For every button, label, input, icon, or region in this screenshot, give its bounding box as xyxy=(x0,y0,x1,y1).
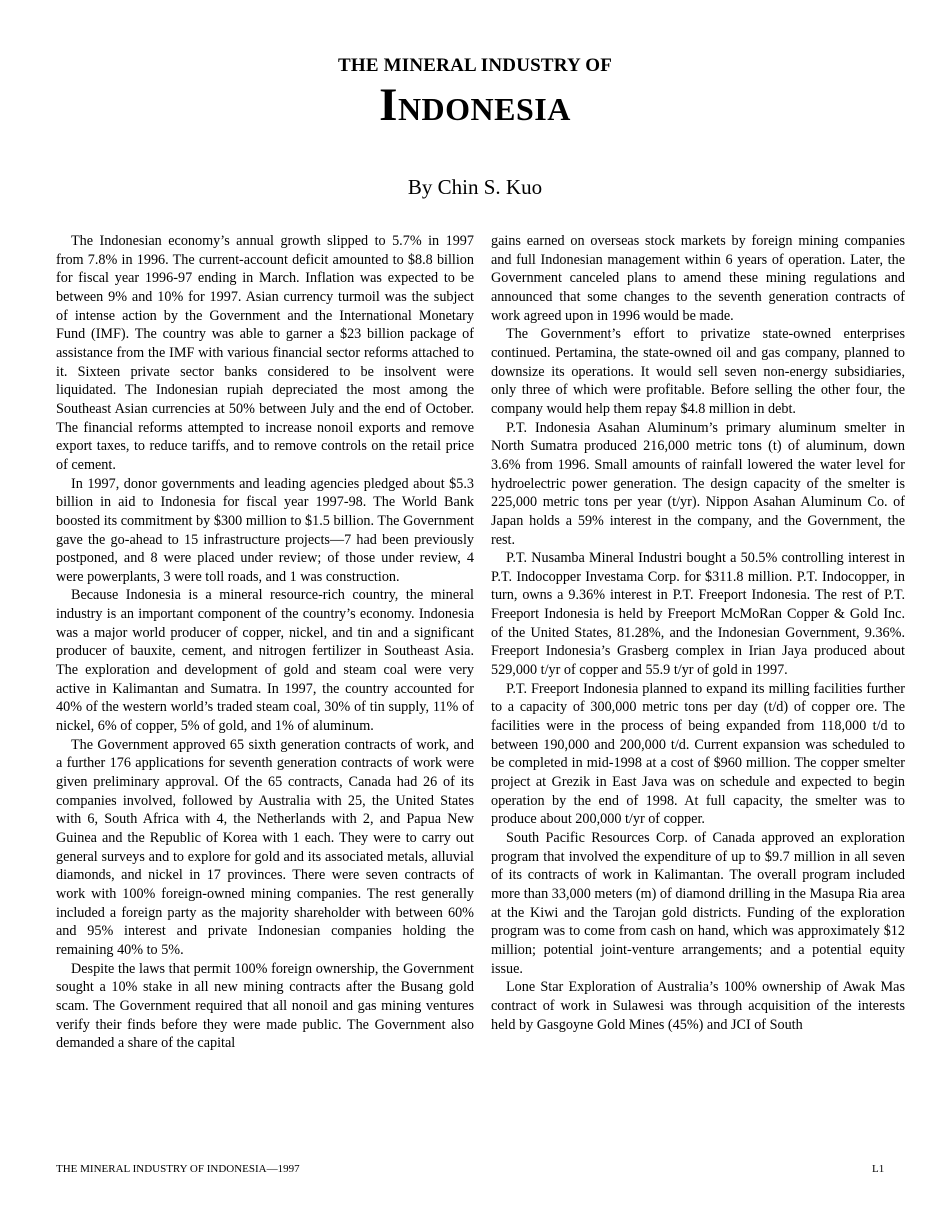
header-title-rest: NDONESIA xyxy=(397,91,571,127)
paragraph: South Pacific Resources Corp. of Canada approved an exploration program that involved the expenditure of up to $9.7 million in all seven of its contracts of work in Kalimantan. The overall program included more than 33,000 meters (m) of diamond drilling in the Masupa Ria area at the Kiwi and the Tarojan gold districts. Funding of the exploration program was to come from cash on hand, which was approximately $12 million; potential joint-venture arrangements; and a potential equity issue. xyxy=(491,830,905,977)
header-title-initial: I xyxy=(379,79,398,131)
paragraph: Despite the laws that permit 100% foreign ownership, the Government sought a 10% stake in all new mining contracts after the Busang gold scam. The Government required that all nonoil and gas mining ventures verify their finds before they were made public. The Government also demanded a share of the capital xyxy=(56,960,474,1052)
paragraph: In 1997, donor governments and leading agencies pledged about $5.3 billion in aid to Indonesia for fiscal year 1997-98. The World Bank boosted its commitment by $300 million to $1.5 billion. The Government gave the go-ahead to 15 infrastructure projects—7 had been previously postponed, and 8 were placed under review; of those under review, 4 were powerplants, 3 were toll roads, and 1 was construction. xyxy=(56,475,474,585)
paragraph: Lone Star Exploration of Australia’s 100% ownership of Awak Mas contract of work in Sulawesi was through acquisition of the interests held by Gasgoyne Gold Mines (45%) and JCI of South xyxy=(491,979,905,1033)
right-column xyxy=(491,232,905,1034)
left-column xyxy=(56,232,474,1053)
paragraph: The Government approved 65 sixth generation contracts of work, and a further 176 applications for seventh generation contracts of work were given preliminary approval. Of the 65 contracts, Canada had 26 of its companies involved, followed by Australia with 25, the United States with 6, South Africa with 4, the Netherlands with 2, and Papua New Guinea and the Republic of Korea with 1 each. They were to carry out general surveys and to explore for gold and its associated metals, alluvial diamonds, and nickel in 17 provinces. There were seven contracts of work with 100% foreign-owned mining companies. The rest generally included a foreign party as the majority shareholder with between 60% and 95% interest and private Indonesian companies holding the remaining 40% to 5%. xyxy=(56,736,474,958)
header-title-country xyxy=(0,78,950,132)
paragraph: Because Indonesia is a mineral resource-rich country, the mineral industry is an important component of the country’s economy. Indonesia was a major world producer of copper, nickel, and tin and a significant producer of bauxite, cement, and nitrogen fertilizer in Southeast Asia. The exploration and development of gold and steam coal were very active in Kalimantan and Sumatra. In 1997, the country accounted for 40% of the western world’s traded steam coal, 30% of tin supply, 11% of nickel, 6% of copper, 5% of gold, and 1% of aluminum. xyxy=(56,587,474,735)
author-byline: By Chin S. Kuo xyxy=(407,175,543,199)
running-footer-title: THE MINERAL INDUSTRY OF INDONESIA—1997 xyxy=(56,1163,300,1175)
header-title-line1: THE MINERAL INDUSTRY OF xyxy=(337,55,612,76)
paragraph: P.T. Indonesia Asahan Aluminum’s primary aluminum smelter in North Sumatra produced 216,000 metric tons (t) of aluminum, down 3.6% from 1996. Small amounts of rainfall lowered the water level for hydroelectric power generation. The design capacity of the smelter is 225,000 metric tons per year (t/yr). Nippon Asahan Aluminum Co. of Japan holds a 59% interest in the company, and the Government, the rest. xyxy=(491,419,905,548)
paragraph: The Indonesian economy’s annual growth slipped to 5.7% in 1997 from 7.8% in 1996. The current-account deficit amounted to $8.8 billion for fiscal year 1996-97 ending in March. Inflation was expected to be between 9% and 10% for 1997. Asian currency turmoil was the subject of intense action by the Government and the International Monetary Fund (IMF). The country was able to garner a $23 billion package of assistance from the IMF with various financial sector reforms attached to it. Sixteen private sector banks considered to be insolvent were liquidated. The Indonesian rupiah depreciated the most among the Southeast Asian currencies at 50% between July and the end of October. The financial reforms attempted to increase nonoil exports and remove export taxes, to reduce tariffs, and to remove controls on the retail price of cement. xyxy=(56,233,474,473)
paragraph: P.T. Freeport Indonesia planned to expand its milling facilities further to a capacity of 300,000 metric tons per day (t/d) of copper ore. The facilities were in the process of being expanded from 118,000 t/d to between 190,000 and 200,000 t/d. Current expansion was scheduled to be completed in mid-1998 at a cost of $960 million. The copper smelter project at Grezik in East Java was on schedule and expected to begin operation by the end of 1998. At full capacity, the smelter was to produce about 200,000 t/yr of copper. xyxy=(491,680,905,828)
paragraph: P.T. Nusamba Mineral Industri bought a 50.5% controlling interest in P.T. Indocopper Investama Corp. for $311.8 million. P.T. Indocopper, in turn, owns a 9.36% interest in P.T. Freeport Indonesia. The rest of P.T. Freeport Indonesia is held by Freeport McMoRan Copper & Gold Inc. of the United States, 81.28%, and the Indonesian Government, 9.36%. Freeport Indonesia’s Grasberg complex in Irian Jaya produced about 529,000 t/yr of copper and 55.9 t/yr of gold in 1997. xyxy=(491,550,905,679)
paragraph-continuation: gains earned on overseas stock markets by foreign mining companies and full Indonesian management within 6 years of operation. Later, the Government canceled plans to amend these mining regulations and announced that some changes to the seventh generation contracts of work agreed upon in 1996 would be made. xyxy=(491,233,905,324)
page-number: L1 xyxy=(872,1163,885,1175)
paragraph: The Government’s effort to privatize state-owned enterprises continued. Pertamina, the state-owned oil and gas company, planned to downsize its operations. It would sell seven non-energy subsidiaries, only three of which were profitable. Before selling the other four, the company would help them repay $4.8 million in debt. xyxy=(491,326,905,417)
